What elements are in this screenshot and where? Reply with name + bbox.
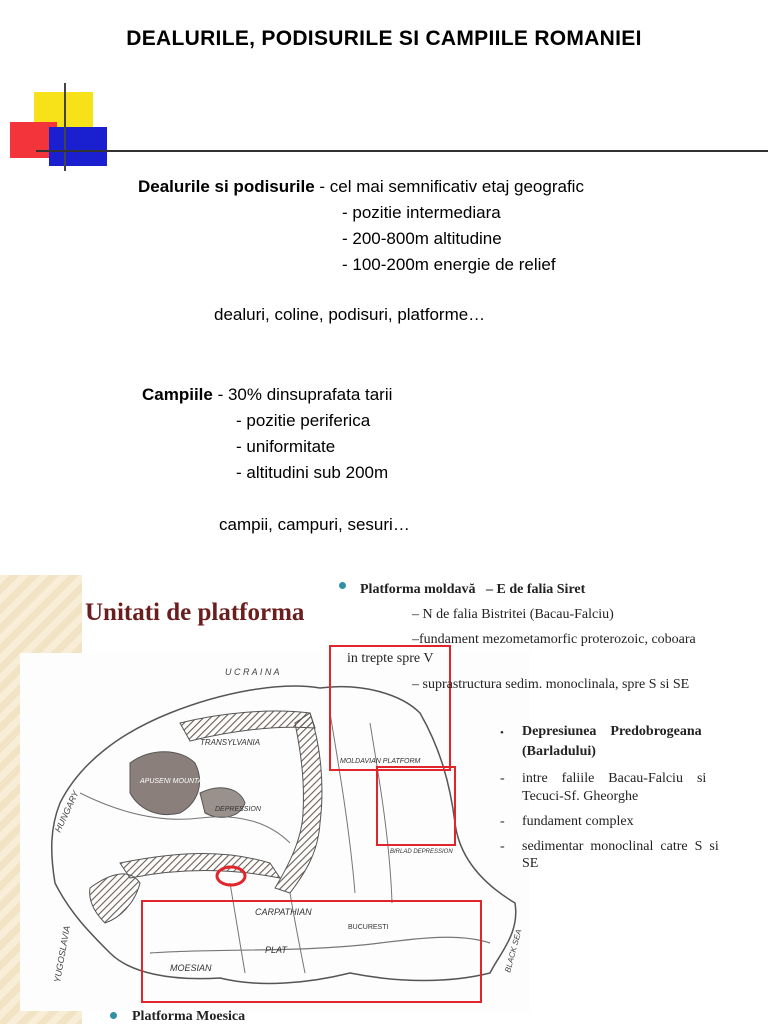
banat-mountains bbox=[90, 874, 140, 923]
vertical-divider bbox=[64, 83, 66, 171]
dealuri-item: - pozitie intermediara bbox=[342, 203, 501, 222]
map-label-apuseni: APUSENI MOUNTAINS bbox=[140, 778, 215, 785]
depresiunea-item: SE bbox=[522, 856, 539, 871]
platforma-moldava-line: – N de falia Bistritei (Bacau-Falciu) bbox=[412, 607, 614, 622]
bullet-icon bbox=[339, 582, 346, 589]
dealuri-line bbox=[138, 177, 584, 197]
map-label-bucuresti: BUCURESTI bbox=[348, 924, 389, 931]
campii-line bbox=[142, 385, 392, 405]
depresiunea-item: intre faliile Bacau-Falciu si bbox=[522, 771, 707, 786]
campii-heading: Campiile bbox=[142, 385, 213, 404]
depresiunea-heading-line1: Depresiunea Predobrogeana bbox=[522, 724, 702, 739]
map-label-depression: DEPRESSION bbox=[215, 806, 261, 813]
campii-item: - pozitie periferica bbox=[236, 411, 371, 430]
slide-subtitle: Unitati de platforma bbox=[85, 599, 305, 626]
bullet-icon bbox=[110, 1012, 117, 1019]
map-label-barlad: BIRLAD DEPRESSION bbox=[390, 849, 453, 855]
horizontal-divider bbox=[36, 150, 768, 152]
depresiunea-item: fundament complex bbox=[522, 814, 634, 829]
map-label-moesian: MOESIAN bbox=[170, 963, 212, 973]
bullet-icon: • bbox=[500, 727, 504, 739]
blue-square bbox=[49, 127, 107, 166]
platforma-moldava-heading bbox=[360, 581, 585, 598]
map-label-moldavian: MOLDAVIAN PLATFORM bbox=[340, 758, 421, 765]
dealuri-item: - 200-800m altitudine bbox=[342, 229, 502, 248]
map-label-black-sea: BLACK SEA bbox=[503, 928, 524, 974]
dash-icon: - bbox=[500, 771, 505, 786]
platforma-moldava-line: in trepte spre V bbox=[347, 651, 434, 666]
page-title: DEALURILE, PODISURILE SI CAMPIILE ROMANIEI bbox=[126, 27, 642, 50]
campii-item: - altitudini sub 200m bbox=[236, 463, 389, 482]
map-label-carpathian: CARPATHIAN bbox=[255, 907, 312, 917]
dealuri-definition: - cel mai semnificativ etaj geografic bbox=[314, 177, 584, 196]
depresiunea-item: Tecuci-Sf. Gheorghe bbox=[522, 789, 639, 804]
campii-item: - uniformitate bbox=[236, 437, 336, 456]
platforma-moldava-subtitle: – E de falia Siret bbox=[485, 582, 586, 597]
campii-definition: - 30% dinsuprafata tarii bbox=[212, 385, 393, 404]
platform-slide bbox=[0, 575, 768, 1024]
dash-icon: - bbox=[500, 814, 505, 829]
depresiunea-heading-line2: (Barladului) bbox=[522, 744, 596, 759]
carpathian-east bbox=[275, 713, 322, 893]
carpathian-belt bbox=[180, 711, 315, 741]
platforma-moesica-heading: Platforma Moesica bbox=[132, 1009, 246, 1024]
dealuri-examples: dealuri, coline, podisuri, platforme… bbox=[214, 305, 486, 324]
highlight-box-moesian bbox=[141, 900, 482, 1003]
depresiunea-item: sedimentar monoclinal catre S si bbox=[522, 839, 719, 854]
map-label-ukraine: U C R A I N A bbox=[225, 667, 280, 677]
dash-icon: - bbox=[500, 839, 505, 854]
highlight-box-barlad bbox=[376, 766, 456, 846]
platforma-moldava-title: Platforma moldavă bbox=[360, 582, 476, 597]
dealuri-item: - 100-200m energie de relief bbox=[342, 255, 556, 274]
platforma-moldava-line: –fundament mezometamorfic proterozoic, coboara bbox=[412, 632, 696, 647]
map-label-yugoslavia: YUGOSLAVIA bbox=[52, 924, 72, 984]
map-label-hungary: HUNGARY bbox=[52, 789, 81, 834]
dealuri-heading: Dealurile si podisurile bbox=[138, 177, 315, 196]
map-label-plat: PLAT bbox=[265, 945, 287, 955]
platforma-moldava-line: – suprastructura sedim. monoclinala, spre S si SE bbox=[412, 677, 690, 692]
campii-examples: campii, campuri, sesuri… bbox=[219, 515, 410, 534]
map-label-transylvania: TRANSYLVANIA bbox=[200, 738, 261, 747]
carpathian-south bbox=[120, 854, 280, 878]
